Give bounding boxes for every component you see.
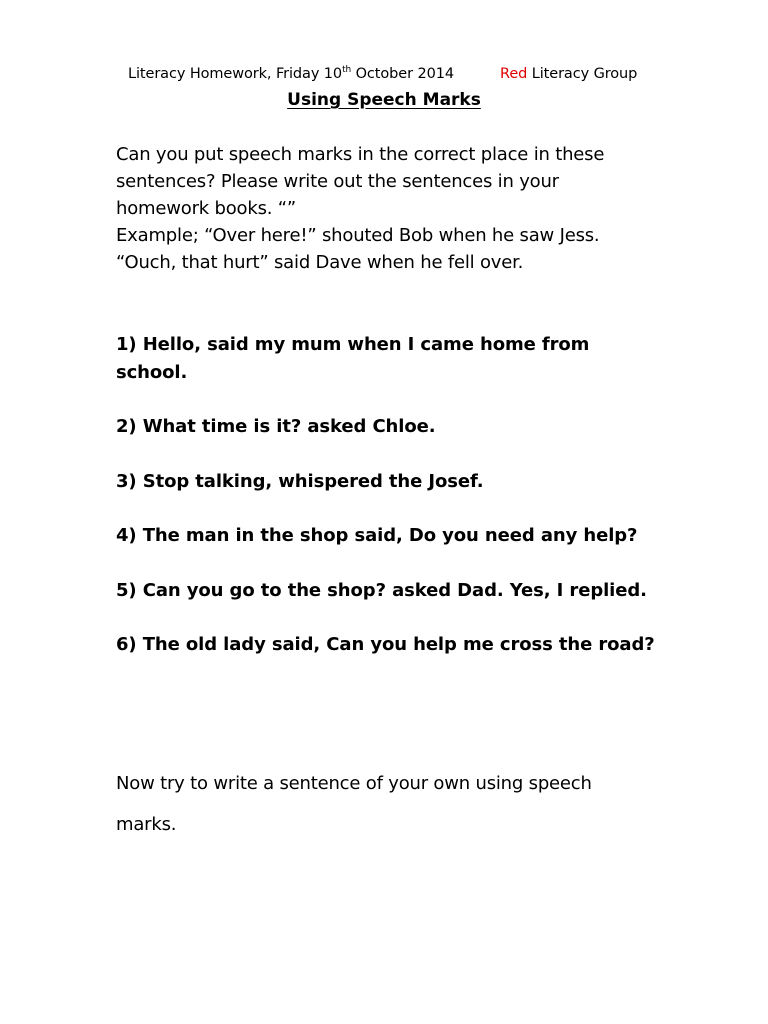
question-item-1: 1) Hello, said my mum when I came home from school. [116, 334, 590, 383]
example-sentence-2: “Ouch, that hurt” said Dave when he fell over. [116, 252, 524, 273]
question-item-2: 2) What time is it? asked Chloe. [116, 416, 436, 437]
instruction-text: Can you put speech marks in the correct place in these sentences? Please write out the sentences in your homework books. “” [116, 144, 605, 219]
homework-date-suffix: October 2014 [351, 66, 454, 82]
closing-task-text: Now try to write a sentence of your own using speech marks. [116, 773, 592, 835]
question-item-5: 5) Can you go to the shop? asked Dad. Yes, I replied. [116, 579, 647, 601]
question-list [116, 331, 656, 686]
literacy-group-label [500, 66, 637, 82]
page-title: Using Speech Marks [287, 90, 481, 110]
question-item-3: 3) Stop talking, whispered the Josef. [116, 470, 484, 492]
homework-date [128, 66, 454, 82]
question-item-6: 6) The old lady said, Can you help me cross the road? [116, 634, 655, 655]
instructions-block [116, 141, 656, 276]
group-color-word: Red [500, 66, 528, 82]
date-ordinal-suffix: th [342, 65, 352, 75]
group-name-rest: Literacy Group [527, 66, 638, 82]
homework-date-prefix: Literacy Homework, Friday 10 [128, 66, 343, 82]
closing-task [116, 763, 656, 845]
example-sentence-1: Example; “Over here!” shouted Bob when he saw Jess. [116, 225, 600, 246]
question-item-4: 4) The man in the shop said, Do you need any help? [116, 525, 638, 546]
